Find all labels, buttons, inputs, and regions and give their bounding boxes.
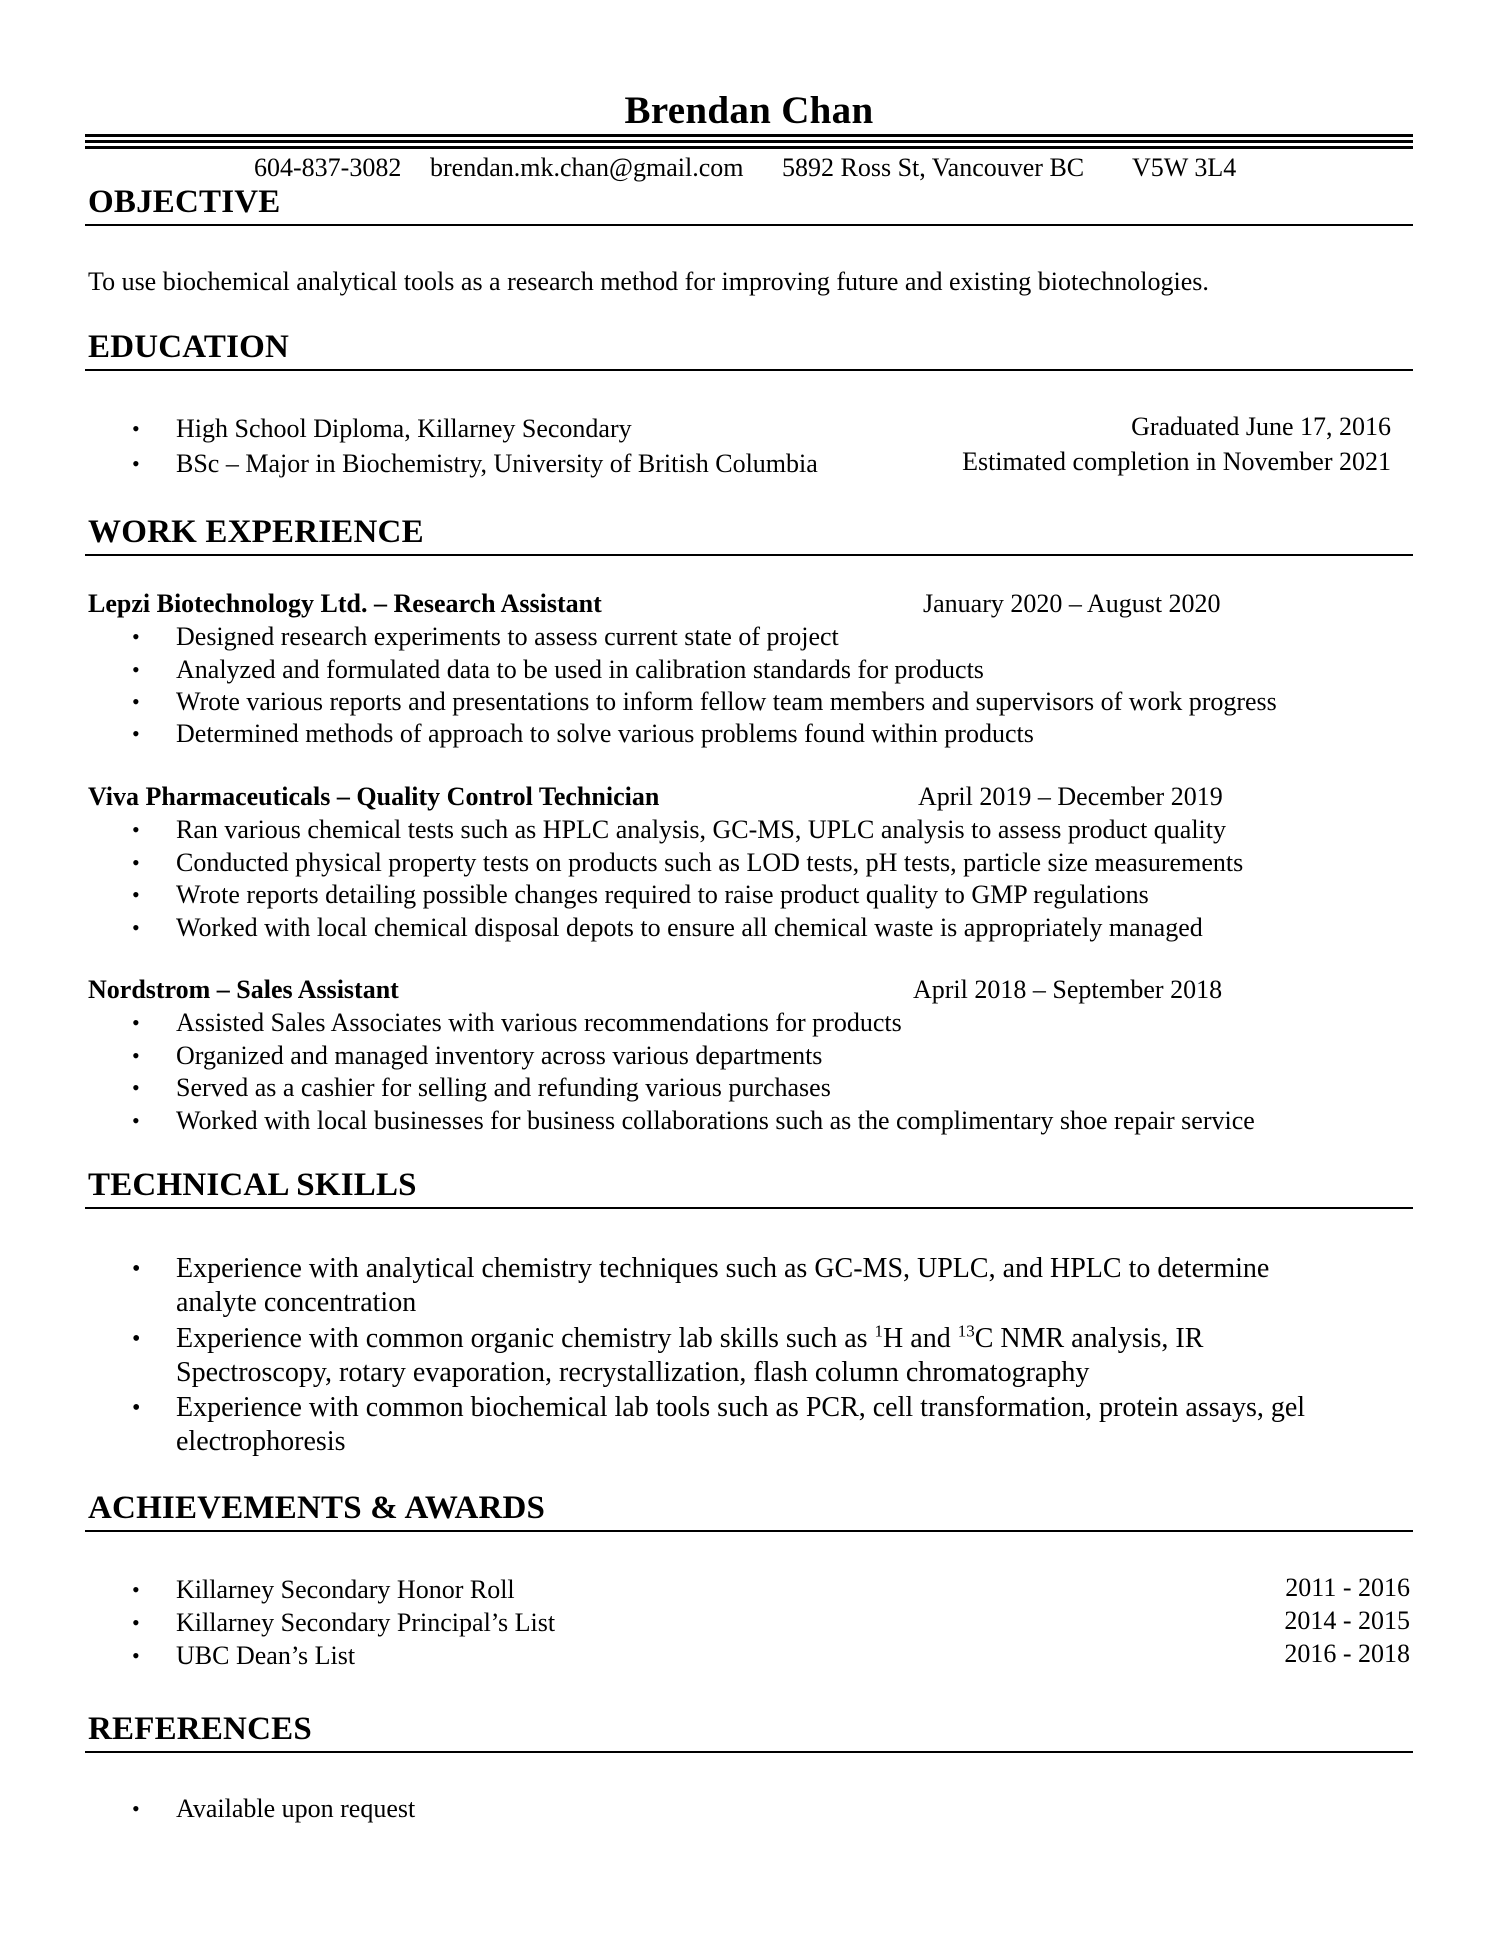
superscript: 1 <box>874 1321 884 1341</box>
award-years: 2011 - 2016 <box>1285 1573 1410 1602</box>
job-dates: April 2019 – December 2019 <box>918 782 1223 811</box>
job-bullet: Conducted physical property tests on products such as LOD tests, pH tests, particle size measurements <box>176 848 1244 877</box>
education-item: High School Diploma, Killarney Secondary <box>176 414 632 443</box>
skill-item-line: Experience with analytical chemistry techniques such as GC-MS, UPLC, and HPLC to determine <box>176 1253 1270 1284</box>
skill-text: H and <box>883 1323 958 1354</box>
reference-item: Available upon request <box>176 1794 416 1823</box>
job-dates: January 2020 – August 2020 <box>923 589 1221 618</box>
header-rule-1 <box>85 134 1413 137</box>
skills-heading: TECHNICAL SKILLS <box>88 1167 417 1203</box>
phone-number: 604-837-3082 <box>254 153 402 182</box>
bullet-icon: • <box>132 1075 140 1100</box>
candidate-name: Brendan Chan <box>624 89 874 132</box>
awards-rule <box>85 1530 1413 1532</box>
job-bullet: Wrote reports detailing possible changes required to raise product quality to GMP regulations <box>176 880 1149 909</box>
bullet-icon: • <box>132 1108 140 1133</box>
bullet-icon: • <box>132 1796 140 1821</box>
bullet-icon: • <box>132 850 140 875</box>
bullet-icon: • <box>132 624 140 649</box>
skill-item-line: analyte concentration <box>176 1287 417 1318</box>
bullet-icon: • <box>132 882 140 907</box>
header-rule-2 <box>85 140 1413 143</box>
bullet-icon: • <box>132 1610 140 1635</box>
bullet-icon: • <box>132 657 140 682</box>
bullet-icon: • <box>132 817 140 842</box>
job-dates: April 2018 – September 2018 <box>913 975 1223 1004</box>
bullet-icon: • <box>132 1577 140 1602</box>
objective-heading: OBJECTIVE <box>88 184 281 220</box>
bullet-icon: • <box>132 915 140 940</box>
bullet-icon: • <box>132 1326 141 1352</box>
job-bullet: Ran various chemical tests such as HPLC analysis, GC-MS, UPLC analysis to assess product quality <box>176 815 1227 844</box>
objective-text: To use biochemical analytical tools as a research method for improving future and existing biotechnologies. <box>88 267 1209 296</box>
bullet-icon: • <box>132 451 140 476</box>
job-heading: Viva Pharmaceuticals – Quality Control Technician <box>88 782 660 811</box>
skill-item-line <box>176 1323 1203 1355</box>
job-bullet: Organized and managed inventory across various departments <box>176 1041 823 1070</box>
references-rule <box>85 1751 1413 1753</box>
award-years: 2016 - 2018 <box>1284 1639 1410 1668</box>
job-bullet: Served as a cashier for selling and refunding various purchases <box>176 1073 831 1102</box>
awards-heading: ACHIEVEMENTS & AWARDS <box>88 1490 546 1526</box>
education-item: BSc – Major in Biochemistry, University of British Columbia <box>176 449 818 478</box>
header-rule-3 <box>85 146 1413 149</box>
job-bullet: Worked with local businesses for business collaborations such as the complimentary shoe repair service <box>176 1106 1255 1135</box>
job-bullet: Analyzed and formulated data to be used in calibration standards for products <box>176 655 984 684</box>
skill-item-line: Experience with common biochemical lab tools such as PCR, cell transformation, protein assays, gel <box>176 1392 1306 1423</box>
education-heading: EDUCATION <box>88 329 290 365</box>
job-bullet: Designed research experiments to assess current state of project <box>176 622 839 651</box>
award-item: Killarney Secondary Honor Roll <box>176 1575 515 1604</box>
skill-text: C NMR analysis, IR <box>974 1323 1204 1354</box>
bullet-icon: • <box>132 721 140 746</box>
education-rule <box>85 369 1413 371</box>
job-bullet: Wrote various reports and presentations to inform fellow team members and supervisors of work progress <box>176 687 1277 716</box>
award-item: Killarney Secondary Principal’s List <box>176 1608 556 1637</box>
bullet-icon: • <box>132 1256 141 1282</box>
bullet-icon: • <box>132 1010 140 1035</box>
job-bullet: Assisted Sales Associates with various recommendations for products <box>176 1008 902 1037</box>
job-bullet: Worked with local chemical disposal depots to ensure all chemical waste is appropriately managed <box>176 913 1203 942</box>
bullet-icon: • <box>132 1043 140 1068</box>
street-address: 5892 Ross St, Vancouver BC <box>782 153 1085 182</box>
superscript: 13 <box>957 1321 975 1341</box>
job-heading: Nordstrom – Sales Assistant <box>88 975 399 1004</box>
education-date: Estimated completion in November 2021 <box>962 447 1391 476</box>
email-address: brendan.mk.chan@gmail.com <box>430 153 744 182</box>
skill-item-line: electrophoresis <box>176 1426 346 1457</box>
work-rule <box>85 554 1413 556</box>
references-heading: REFERENCES <box>88 1711 312 1747</box>
bullet-icon: • <box>132 689 140 714</box>
objective-rule <box>85 224 1413 226</box>
education-date: Graduated June 17, 2016 <box>1131 412 1391 441</box>
skills-rule <box>85 1207 1413 1209</box>
job-heading: Lepzi Biotechnology Ltd. – Research Assistant <box>88 589 602 618</box>
bullet-icon: • <box>132 1395 141 1421</box>
award-item: UBC Dean’s List <box>176 1641 356 1670</box>
job-bullet: Determined methods of approach to solve various problems found within products <box>176 719 1034 748</box>
award-years: 2014 - 2015 <box>1284 1606 1410 1635</box>
postal-code: V5W 3L4 <box>1132 153 1237 182</box>
skill-text: Experience with common organic chemistry lab skills such as <box>176 1323 875 1354</box>
bullet-icon: • <box>132 416 140 441</box>
skill-item-line: Spectroscopy, rotary evaporation, recrystallization, flash column chromatography <box>176 1357 1090 1388</box>
work-heading: WORK EXPERIENCE <box>88 514 424 550</box>
bullet-icon: • <box>132 1643 140 1668</box>
